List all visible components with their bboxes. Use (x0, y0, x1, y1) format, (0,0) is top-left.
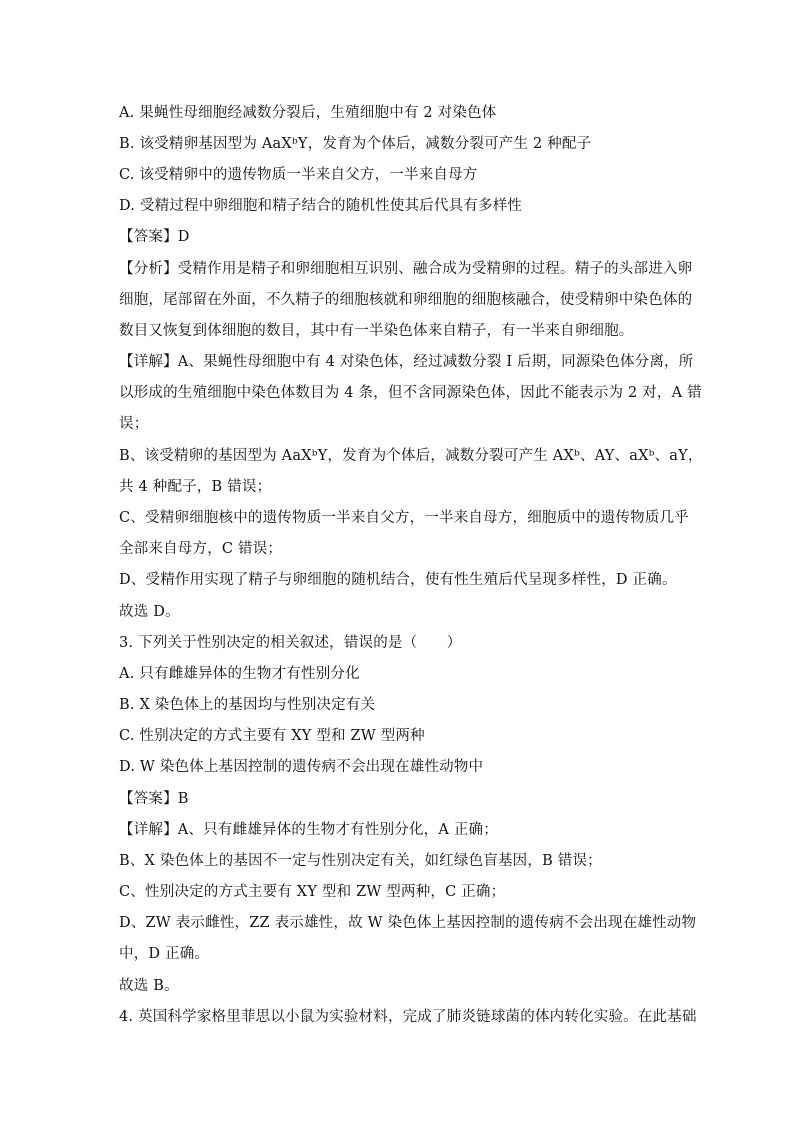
question-3: 3. 下列关于性别决定的相关叙述，错误的是（ ） (119, 635, 462, 651)
detail-line-7: 全部来自母方，C 错误； (119, 541, 283, 557)
detail-q3-line-2: B、X 染色体上的基因不一定与性别决定有关，如红绿色盲基因，B 错误； (119, 853, 602, 869)
detail-q3-line-5: 中，D 正确。 (119, 946, 210, 962)
answer-q3: 【答案】B (119, 791, 189, 807)
detail-line-5: 共 4 种配子，B 错误； (119, 479, 272, 495)
option-c-q2: C. 该受精卵中的遗传物质一半来自父方，一半来自母方 (119, 167, 478, 183)
answer-q2: 【答案】D (119, 229, 190, 245)
detail-line-2: 以形成的生殖细胞中染色体数目为 4 条，但不含同源染色体，因此不能表示为 2 对，A 错 (119, 385, 702, 401)
option-d-q3: D. W 染色体上基因控制的遗传病不会出现在雄性动物中 (119, 759, 484, 775)
analysis-line-1: 【分析】受精作用是精子和卵细胞相互识别、融合成为受精卵的过程。精子的头部进入卵 (119, 261, 693, 277)
detail-q3-line-4: D、ZW 表示雌性，ZZ 表示雄性，故 W 染色体上基因控制的遗传病不会出现在雄性动物 (119, 915, 697, 931)
detail-line-4: B、该受精卵的基因型为 AaXᵇY，发育为个体后，减数分裂可产生 AXᵇ、AY、aXᵇ、aY， (119, 448, 703, 464)
detail-line-8: D、受精作用实现了精子与卵细胞的随机结合，使有性生殖后代呈现多样性，D 正确。 (119, 572, 677, 588)
option-c-q3: C. 性别决定的方式主要有 XY 型和 ZW 型两种 (119, 728, 425, 744)
option-b-q2: B. 该受精卵基因型为 AaXᵇY，发育为个体后，减数分裂可产生 2 种配子 (119, 136, 592, 152)
analysis-line-3: 数目又恢复到体细胞的数目，其中有一半染色体来自精子，有一半来自卵细胞。 (119, 323, 634, 339)
choice-q2: 故选 D。 (119, 604, 180, 620)
detail-q3-line-3: C、性别决定的方式主要有 XY 型和 ZW 型两种，C 正确； (119, 884, 506, 900)
detail-line-6: C、受精卵细胞核中的遗传物质一半来自父方，一半来自母方，细胞质中的遗传物质几乎 (119, 510, 689, 526)
detail-line-3: 误； (119, 416, 149, 432)
detail-q3-line-1: 【详解】A、只有雌雄异体的生物才有性别分化，A 正确； (119, 822, 498, 838)
option-a-q2: A. 果蝇性母细胞经减数分裂后，生殖细胞中有 2 对染色体 (119, 105, 497, 121)
choice-q3: 故选 B。 (119, 978, 179, 994)
detail-line-1: 【详解】A、果蝇性母细胞中有 4 对染色体，经过减数分裂 I 后期，同源染色体分离，所 (119, 354, 694, 370)
option-a-q3: A. 只有雌雄异体的生物才有性别分化 (119, 666, 360, 682)
question-4: 4. 英国科学家格里菲思以小鼠为实验材料，完成了肺炎链球菌的体内转化实验。在此基础 (119, 1009, 697, 1025)
analysis-line-2: 细胞，尾部留在外面，不久精子的细胞核就和卵细胞的细胞核融合，使受精卵中染色体的 (119, 292, 693, 308)
option-d-q2: D. 受精过程中卵细胞和精子结合的随机性使其后代具有多样性 (119, 198, 523, 214)
option-b-q3: B. X 染色体上的基因均与性别决定有关 (119, 697, 376, 713)
